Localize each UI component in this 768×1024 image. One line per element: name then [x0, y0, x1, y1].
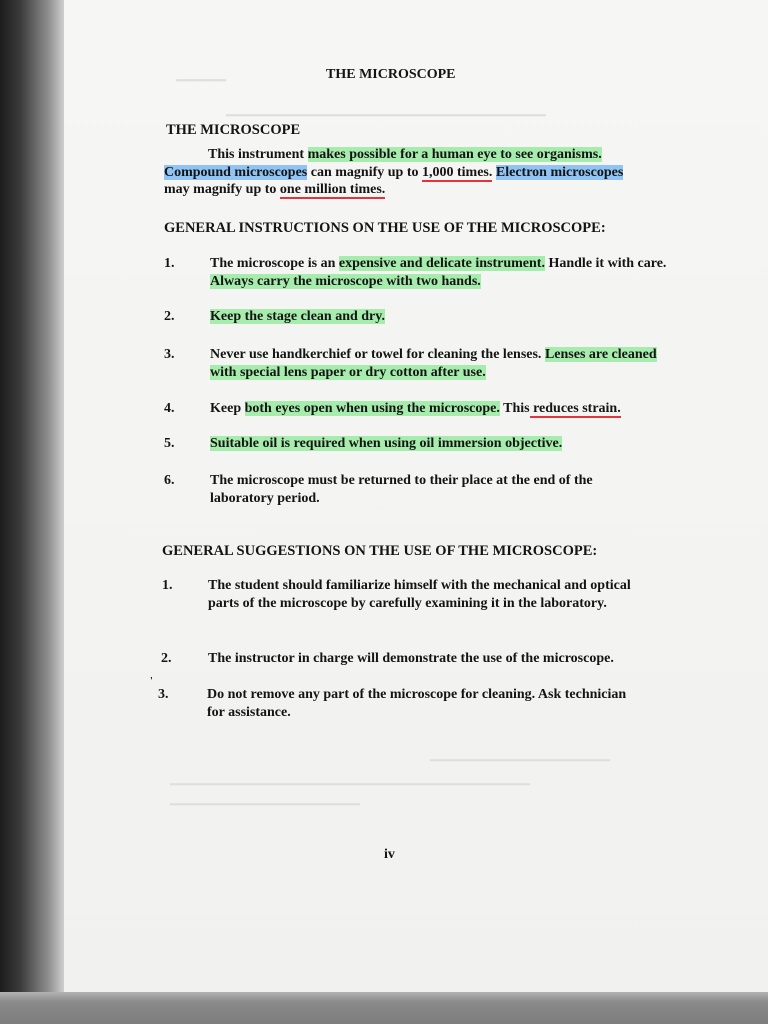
item-text: The microscope must be returned to their place at the end of the laboratory period.	[210, 473, 593, 506]
instruction-item	[210, 346, 670, 382]
blue-highlight: Electron microscopes	[495, 164, 624, 180]
suggestion-item: The student should familiarize himself with the mechanical and optical parts of the microscope by carefully examining it in the laboratory.	[208, 578, 631, 611]
intro-text: can magnify up to	[307, 164, 422, 180]
red-underline: 1,000 times.	[422, 164, 493, 180]
suggestion-item: The instructor in charge will demonstrate the use of the microscope.	[208, 651, 614, 666]
blue-highlight: Compound microscopes	[164, 164, 308, 180]
green-highlight: makes possible for a human eye to see organisms.	[307, 147, 602, 162]
instruction-item	[210, 435, 680, 453]
instruction-item	[210, 255, 680, 291]
item-number: 3.	[158, 687, 169, 702]
bleed-through-mark: ▁▁▁▁▁▁▁▁▁▁▁▁▁▁▁▁▁▁▁▁▁▁▁▁▁▁▁▁▁▁▁▁	[226, 101, 546, 116]
green-highlight: both eyes open when using the microscope.	[244, 401, 500, 416]
section-heading: THE MICROSCOPE	[166, 122, 301, 138]
instruction-item	[210, 472, 650, 508]
bleed-through-mark: ▁▁▁▁▁▁▁▁▁▁▁▁▁▁▁▁▁▁▁▁▁▁▁▁▁▁▁▁▁▁▁▁▁▁▁▁	[170, 770, 530, 785]
instruction-item	[210, 400, 680, 418]
item-number: 3.	[164, 347, 175, 362]
item-number: 6.	[164, 473, 175, 488]
suggestion-item: Do not remove any part of the microscope for cleaning. Ask technician for assistance.	[207, 687, 627, 720]
item-text: The microscope is an	[210, 256, 339, 271]
document-title: THE MICROSCOPE	[326, 67, 456, 82]
item-number: 4.	[164, 401, 175, 416]
intro-text: This instrument	[208, 147, 308, 162]
intro-paragraph	[164, 146, 684, 199]
item-text: This	[499, 401, 530, 416]
item-text: Keep	[210, 401, 245, 416]
green-highlight: Suitable oil is required when using oil immersion objective.	[210, 436, 563, 451]
suggestions-heading: GENERAL SUGGESTIONS ON THE USE OF THE MICROSCOPE:	[162, 543, 598, 559]
bleed-through-mark: ▁▁▁▁▁▁▁▁▁▁▁▁▁▁▁▁▁▁	[430, 746, 610, 761]
scan-bottom-edge	[0, 992, 768, 1024]
red-underline: reduces strain.	[529, 401, 621, 416]
green-highlight: Lenses are cleaned with special lens paper or dry cotton after use.	[210, 347, 657, 380]
item-text: Never use handkerchief or towel for cleaning the lenses.	[210, 347, 545, 362]
bleed-through-mark: ▁▁▁▁▁▁▁▁▁▁▁▁▁▁▁▁▁▁▁	[170, 790, 360, 805]
item-text: Handle it with care.	[544, 256, 667, 271]
bleed-through-mark: ▁▁▁▁▁	[176, 66, 226, 81]
item-number: 2.	[161, 651, 172, 666]
green-highlight: expensive and delicate instrument.	[338, 256, 545, 271]
item-number: 1.	[164, 256, 175, 271]
instructions-heading: GENERAL INSTRUCTIONS ON THE USE OF THE MICROSCOPE:	[164, 220, 606, 236]
green-highlight: Keep the stage clean and dry.	[210, 309, 385, 324]
page-number: iv	[384, 847, 395, 862]
green-highlight: Always carry the microscope with two hands.	[210, 274, 481, 289]
stray-mark: '	[150, 676, 153, 687]
instruction-item	[210, 308, 680, 326]
item-number: 5.	[164, 436, 175, 451]
item-number: 1.	[162, 578, 173, 593]
item-number: 2.	[164, 309, 175, 324]
intro-text: may magnify up to	[164, 182, 280, 197]
red-underline: one million times.	[279, 182, 386, 197]
